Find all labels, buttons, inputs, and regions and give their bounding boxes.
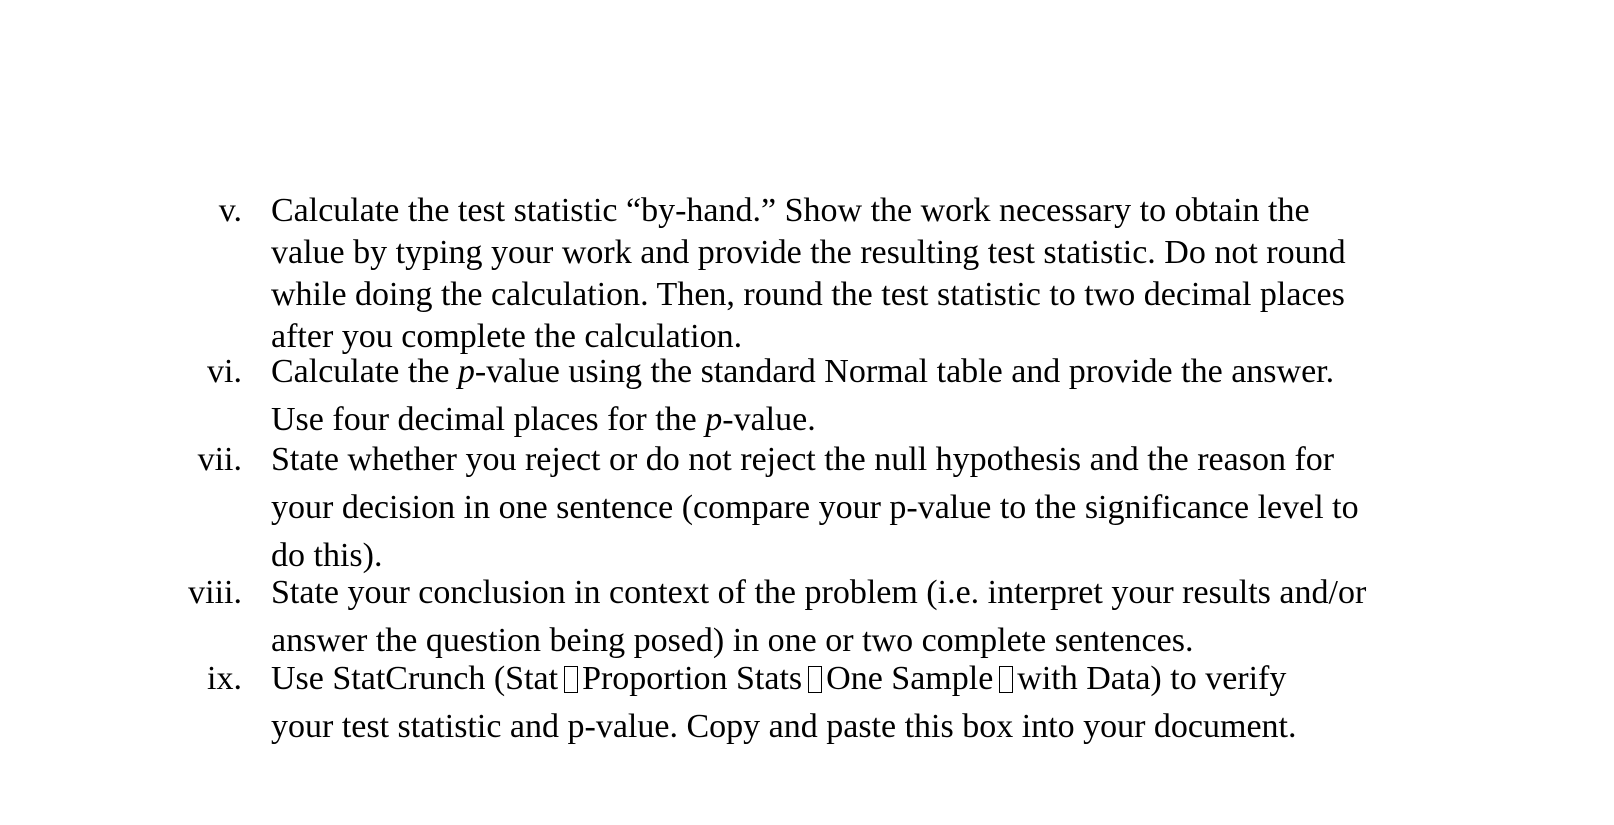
text-line [271,399,1451,441]
text-run: Calculate the [271,353,458,390]
text-line: State whether you reject or do not reject the null hypothesis and the reason for [271,441,1335,478]
text-line: after you complete the calculation. [271,318,743,355]
item-number: viii. [188,574,242,611]
item-text [271,190,1451,358]
text-line [271,351,1451,399]
item-number: v. [218,192,242,229]
italic-p: p [457,353,475,390]
item-number: vi. [207,353,242,390]
text-line [271,658,1451,706]
text-run: -value using the standard Normal table and provide the answer. [474,353,1335,390]
text-run: -value. [722,401,816,438]
text-line: answer the question being posed) in one or two complete sentences. [271,622,1194,659]
text-run: with Data) to verify [1017,660,1287,697]
item-text [271,658,1451,748]
text-run: Proportion Stats [582,660,803,697]
text-line: Calculate the test statistic “by-hand.” Show the work necessary to obtain the [271,192,1310,229]
text-line: State your conclusion in context of the problem (i.e. interpret your results and/or [271,574,1367,611]
text-line: do this). [271,537,383,574]
text-line: your test statistic and p-value. Copy and paste this box into your document. [271,708,1297,745]
text-line: value by typing your work and provide the resulting test statistic. Do not round [271,234,1346,271]
item-text [271,351,1451,441]
text-run: Use StatCrunch (Stat [271,660,559,697]
arrow-placeholder-icon [808,666,822,693]
text-line: while doing the calculation. Then, round the test statistic to two decimal places [271,276,1345,313]
item-number: vii. [197,441,242,478]
arrow-placeholder-icon [999,666,1013,693]
item-text [271,439,1451,577]
text-line: your decision in one sentence (compare your p-value to the significance level to [271,489,1359,526]
italic-p: p [705,401,723,438]
item-number: ix. [207,660,242,697]
arrow-placeholder-icon [564,666,578,693]
text-run: One Sample [826,660,994,697]
item-text [271,572,1451,662]
text-run: Use four decimal places for the [271,401,706,438]
